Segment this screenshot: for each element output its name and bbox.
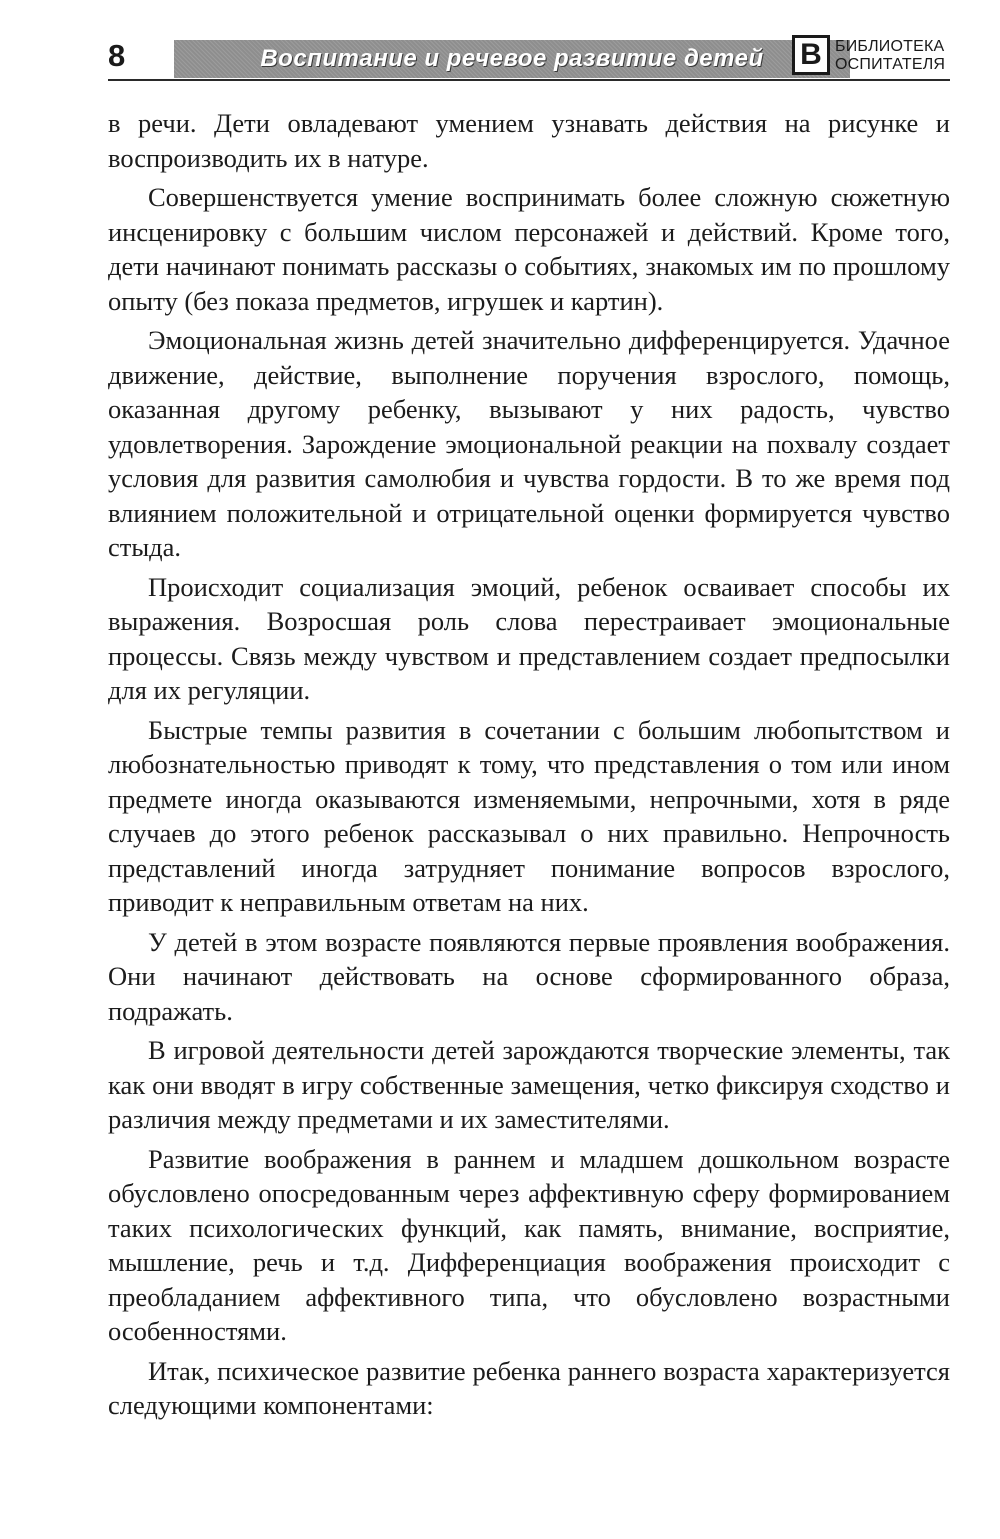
- paragraph: У детей в этом возрасте появляются первые проявления воображения. Они начинают действовать на основе сформированного образа, подражать.: [108, 926, 950, 1026]
- paragraph: Эмоциональная жизнь детей значительно дифференцируется. Удачное движение, действие, выполнение поручения взрослого, помощь, оказанная другому ребенку, вызывают у них радость, чувство удовлетворения. Зарождение эмоциональной реакции на похвалу создает условия для развития самолюбия и чувства гордости. В то же время под влиянием положительной и отрицательной оценки формируется чувство стыда.: [108, 325, 950, 562]
- paragraph: в речи. Дети овладевают умением узнавать действия на рисунке и воспроизводить их в натуре.: [108, 108, 950, 173]
- paragraph: Развитие воображения в раннем и младшем дошкольном возрасте обусловлено опосредованным через аффективную сферу формированием таких психологических функций, как память, внимание, восприятие, мышление, речь и т.д. Дифференциация воображения происходит с преобладанием аффективного типа, что обусловлено возрастными особенностями.: [108, 1143, 950, 1346]
- paragraph: Совершенствуется умение воспринимать более сложную сюжетную инсценировку с большим числом персонажей и действий. Кроме того, дети начинают понимать рассказы о событиях, знакомых им по прошлому опыту (без показа предметов, игрушек и картин).: [108, 182, 950, 316]
- page-body: [108, 106, 950, 1428]
- running-title: Воспитание и речевое развитие детей: [260, 45, 764, 72]
- paragraph: Итак, психическое развитие ребенка раннего возраста характеризуется следующими компонентами:: [108, 1355, 950, 1420]
- series-name-line-1: БИБЛИОТЕКА: [835, 38, 945, 55]
- paragraph: Быстрые темпы развития в сочетании с большим любопытством и любознательностью приводят к тому, что представления о том или ином предмете иногда оказываются изменяемыми, непрочными, хотя в ряде случаев до этого ребенок рассказывал о них правильно. Непрочность представлений иногда затрудняет понимание вопросов взрослого, приводит к неправильным ответам на них.: [108, 714, 950, 917]
- series-logo-letter: В: [800, 38, 822, 71]
- series-logo: [792, 35, 830, 75]
- paragraph: В игровой деятельности детей зарождаются творческие элементы, так как они вводят в игру собственные замещения, четко фиксируя сходство и различия между предметами и их заместителями.: [108, 1035, 950, 1134]
- header-rule: [108, 79, 950, 81]
- series-name: [835, 38, 945, 74]
- running-title-bar: [174, 40, 850, 78]
- series-name-line-2: ОСПИТАТЕЛЯ: [835, 56, 946, 73]
- paragraph: Происходит социализация эмоций, ребенок осваивает способы их выражения. Возросшая роль слова перестраивает эмоциональные процессы. Связь между чувством и представлением создает предпосылки для их регуляции.: [108, 571, 950, 705]
- page-number: 8: [108, 38, 126, 73]
- page-header: [108, 32, 950, 88]
